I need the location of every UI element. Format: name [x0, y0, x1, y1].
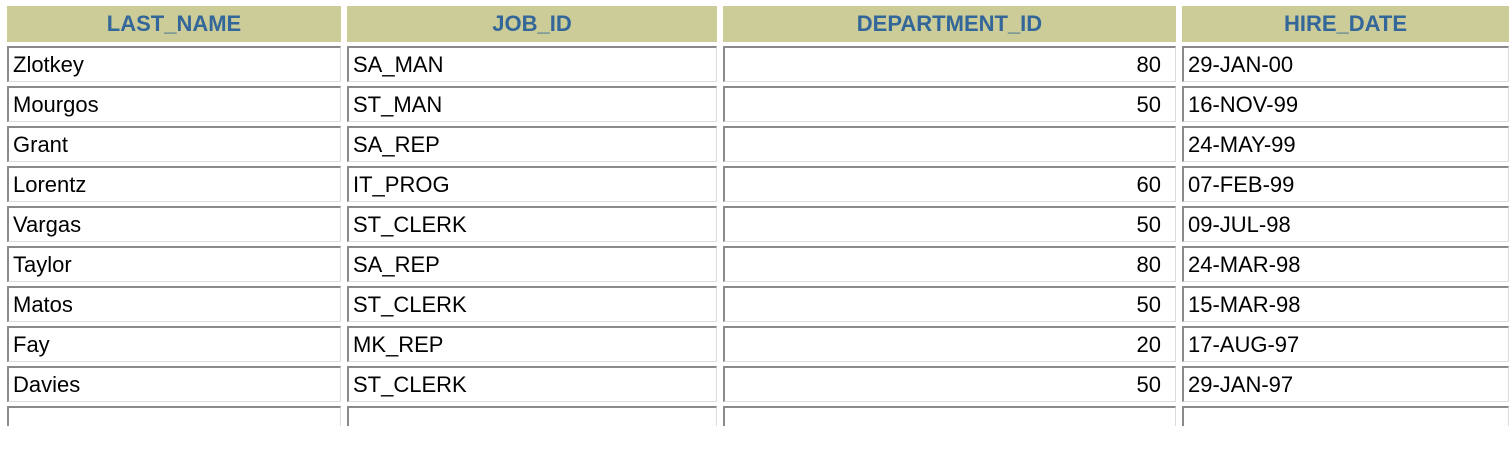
cell-hire-date: 29-JAN-97: [1182, 366, 1509, 402]
cell-hire-date: 24-MAR-98: [1182, 246, 1509, 282]
table-row-partial: [7, 406, 1509, 426]
cell-department-id: 60: [723, 166, 1176, 202]
cell-last-name: Lorentz: [7, 166, 341, 202]
table-row: [7, 366, 1509, 402]
cell-department-id: 20: [723, 326, 1176, 362]
cell-last-name: Vargas: [7, 206, 341, 242]
cell-last-name: Fay: [7, 326, 341, 362]
cell-last-name: Davies: [7, 366, 341, 402]
table-row: [7, 126, 1509, 162]
table-row: [7, 166, 1509, 202]
cell-department-id: [723, 126, 1176, 162]
cell-job-id: ST_CLERK: [347, 206, 717, 242]
cell-job-id: ST_MAN: [347, 86, 717, 122]
cell-hire-date: 07-FEB-99: [1182, 166, 1509, 202]
cell-job-id: SA_REP: [347, 126, 717, 162]
cell-hire-date: 16-NOV-99: [1182, 86, 1509, 122]
cell-hire-date: 17-AUG-97: [1182, 326, 1509, 362]
cell-empty: [1182, 406, 1509, 426]
table-row: [7, 46, 1509, 82]
cell-last-name: Grant: [7, 126, 341, 162]
cell-last-name: Mourgos: [7, 86, 341, 122]
cell-hire-date: 09-JUL-98: [1182, 206, 1509, 242]
cell-last-name: Taylor: [7, 246, 341, 282]
cell-empty: [7, 406, 341, 426]
cell-hire-date: 15-MAR-98: [1182, 286, 1509, 322]
column-header-last-name: LAST_NAME: [7, 6, 341, 42]
cell-last-name: Matos: [7, 286, 341, 322]
cell-job-id: SA_REP: [347, 246, 717, 282]
cell-department-id: 50: [723, 286, 1176, 322]
cell-job-id: ST_CLERK: [347, 286, 717, 322]
cell-department-id: 50: [723, 206, 1176, 242]
cell-last-name: Zlotkey: [7, 46, 341, 82]
cell-department-id: 50: [723, 366, 1176, 402]
cell-empty: [723, 406, 1176, 426]
column-header-department-id: DEPARTMENT_ID: [723, 6, 1176, 42]
column-header-hire-date: HIRE_DATE: [1182, 6, 1509, 42]
table-row: [7, 286, 1509, 322]
cell-job-id: SA_MAN: [347, 46, 717, 82]
cell-job-id: MK_REP: [347, 326, 717, 362]
cell-department-id: 80: [723, 246, 1176, 282]
cell-department-id: 50: [723, 86, 1176, 122]
cell-hire-date: 29-JAN-00: [1182, 46, 1509, 82]
table-row: [7, 86, 1509, 122]
cell-department-id: 80: [723, 46, 1176, 82]
query-results-table: [1, 2, 1510, 430]
cell-empty: [347, 406, 717, 426]
cell-job-id: ST_CLERK: [347, 366, 717, 402]
header-row: [7, 6, 1509, 42]
column-header-job-id: JOB_ID: [347, 6, 717, 42]
table-row: [7, 246, 1509, 282]
table-row: [7, 206, 1509, 242]
cell-hire-date: 24-MAY-99: [1182, 126, 1509, 162]
cell-job-id: IT_PROG: [347, 166, 717, 202]
table-row: [7, 326, 1509, 362]
